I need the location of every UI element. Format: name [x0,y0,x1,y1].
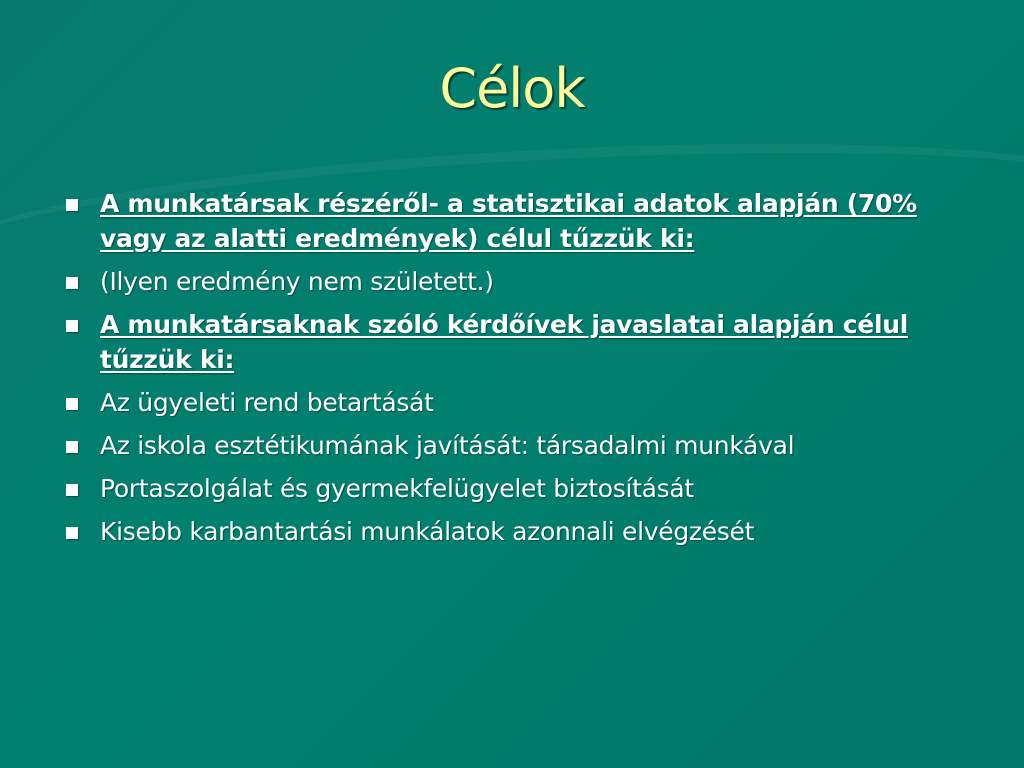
list-item [62,514,962,549]
bullet-list [62,186,962,557]
list-item-text: (Ilyen eredmény nem született.) [100,267,494,296]
list-item [62,428,962,463]
square-bullet-icon [66,527,78,539]
square-bullet-icon [66,484,78,496]
list-item [62,471,962,506]
list-item [62,307,962,377]
list-item-text: Az ügyeleti rend betartását [100,388,434,417]
square-bullet-icon [66,398,78,410]
square-bullet-icon [66,441,78,453]
slide-title: Célok [439,57,585,120]
list-item [62,385,962,420]
list-item [62,186,962,256]
square-bullet-icon [66,199,78,211]
square-bullet-icon [66,320,78,332]
list-item-text: Kisebb karbantartási munkálatok azonnali elvégzését [100,517,755,546]
list-item-text: Az iskola esztétikumának javítását: társadalmi munkával [100,431,795,460]
list-item-text: A munkatársak részéről- a statisztikai adatok alapján (70% vagy az alatti eredmények) célul tűzzük ki: [100,189,917,253]
square-bullet-icon [66,277,78,289]
list-item-text: A munkatársaknak szóló kérdőívek javaslatai alapján célul tűzzük ki: [100,310,909,374]
list-item [62,264,962,299]
list-item-text: Portaszolgálat és gyermekfelügyelet biztosítását [100,474,694,503]
